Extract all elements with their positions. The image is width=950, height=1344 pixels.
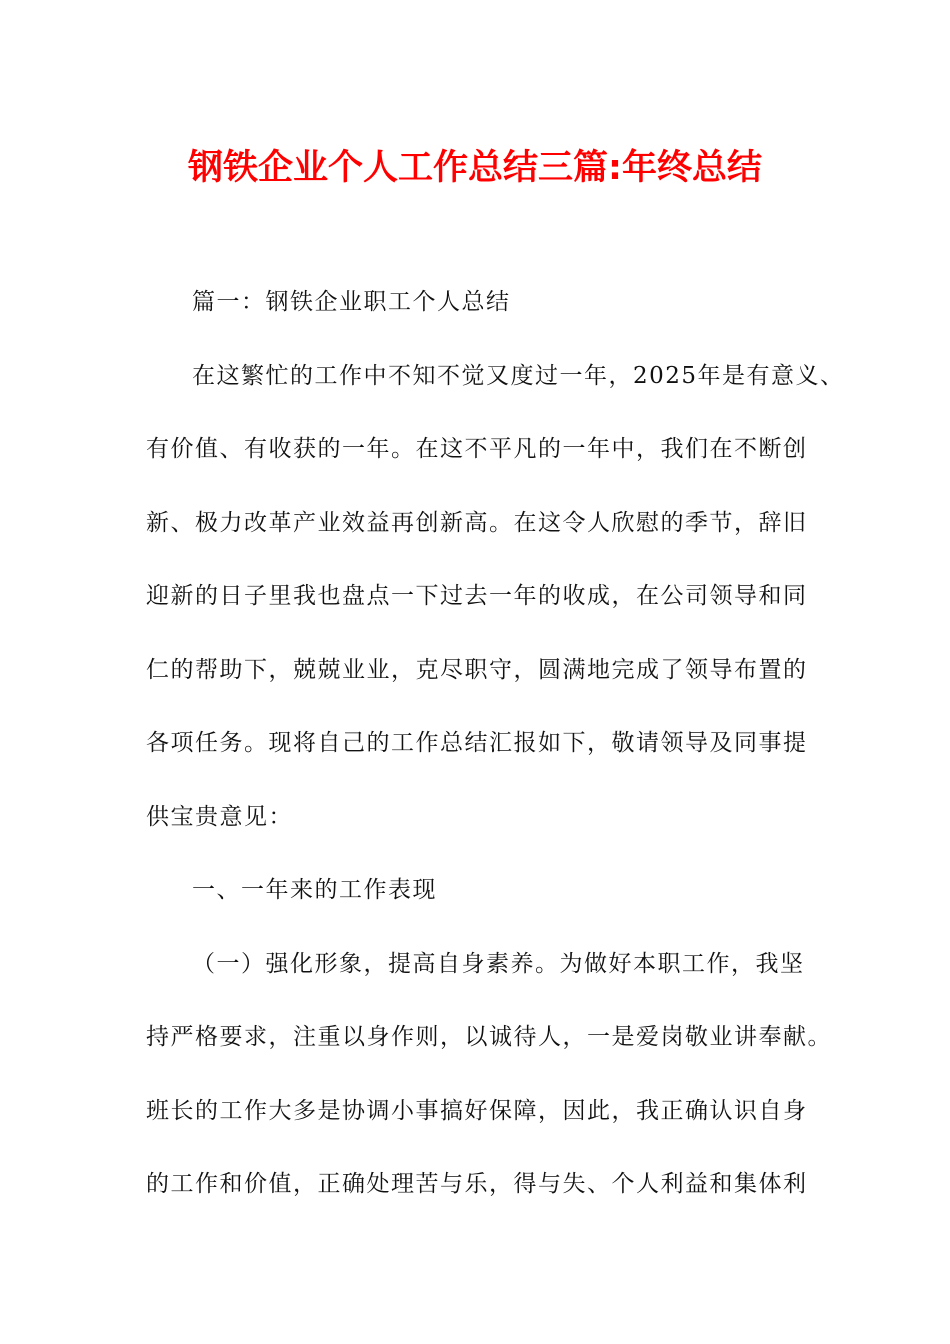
paragraph-line: 的工作和价值，正确处理苦与乐，得与失、个人利益和集体利 — [146, 1171, 808, 1197]
paragraph-line: 班长的工作大多是协调小事搞好保障，因此，我正确认识自身 — [146, 1097, 808, 1124]
section-heading-work-performance: 一、一年来的工作表现 — [192, 877, 437, 903]
paragraph-line: 持严格要求，注重以身作则，以诚待人，一是爱岗敬业讲奉献。 — [146, 1024, 832, 1050]
paragraph-line: 各项任务。现将自己的工作总结汇报如下，敬请领导及同事提 — [146, 730, 808, 756]
paragraph-line: 在这繁忙的工作中不知不觉又度过一年，2025年是有意义、 — [192, 362, 845, 389]
paragraph-line: （一）强化形象，提高自身素养。为做好本职工作，我坚 — [192, 950, 805, 977]
paragraph-line: 有价值、有收获的一年。在这不平凡的一年中，我们在不断创 — [146, 436, 808, 462]
paragraph-line: 供宝贵意见： — [146, 803, 293, 830]
paragraph-line: 新、极力改革产业效益再创新高。在这令人欣慰的季节，辞旧 — [146, 509, 808, 536]
paragraph-line: 仁的帮助下，兢兢业业，克尽职守，圆满地完成了领导布置的 — [146, 656, 808, 683]
document-body — [146, 280, 845, 1236]
document-title: 钢铁企业个人工作总结三篇:年终总结 — [188, 148, 762, 188]
paragraph-line: 迎新的日子里我也盘点一下过去一年的收成，在公司领导和同 — [146, 583, 808, 609]
section-heading-part-one: 篇一：钢铁企业职工个人总结 — [192, 289, 511, 315]
